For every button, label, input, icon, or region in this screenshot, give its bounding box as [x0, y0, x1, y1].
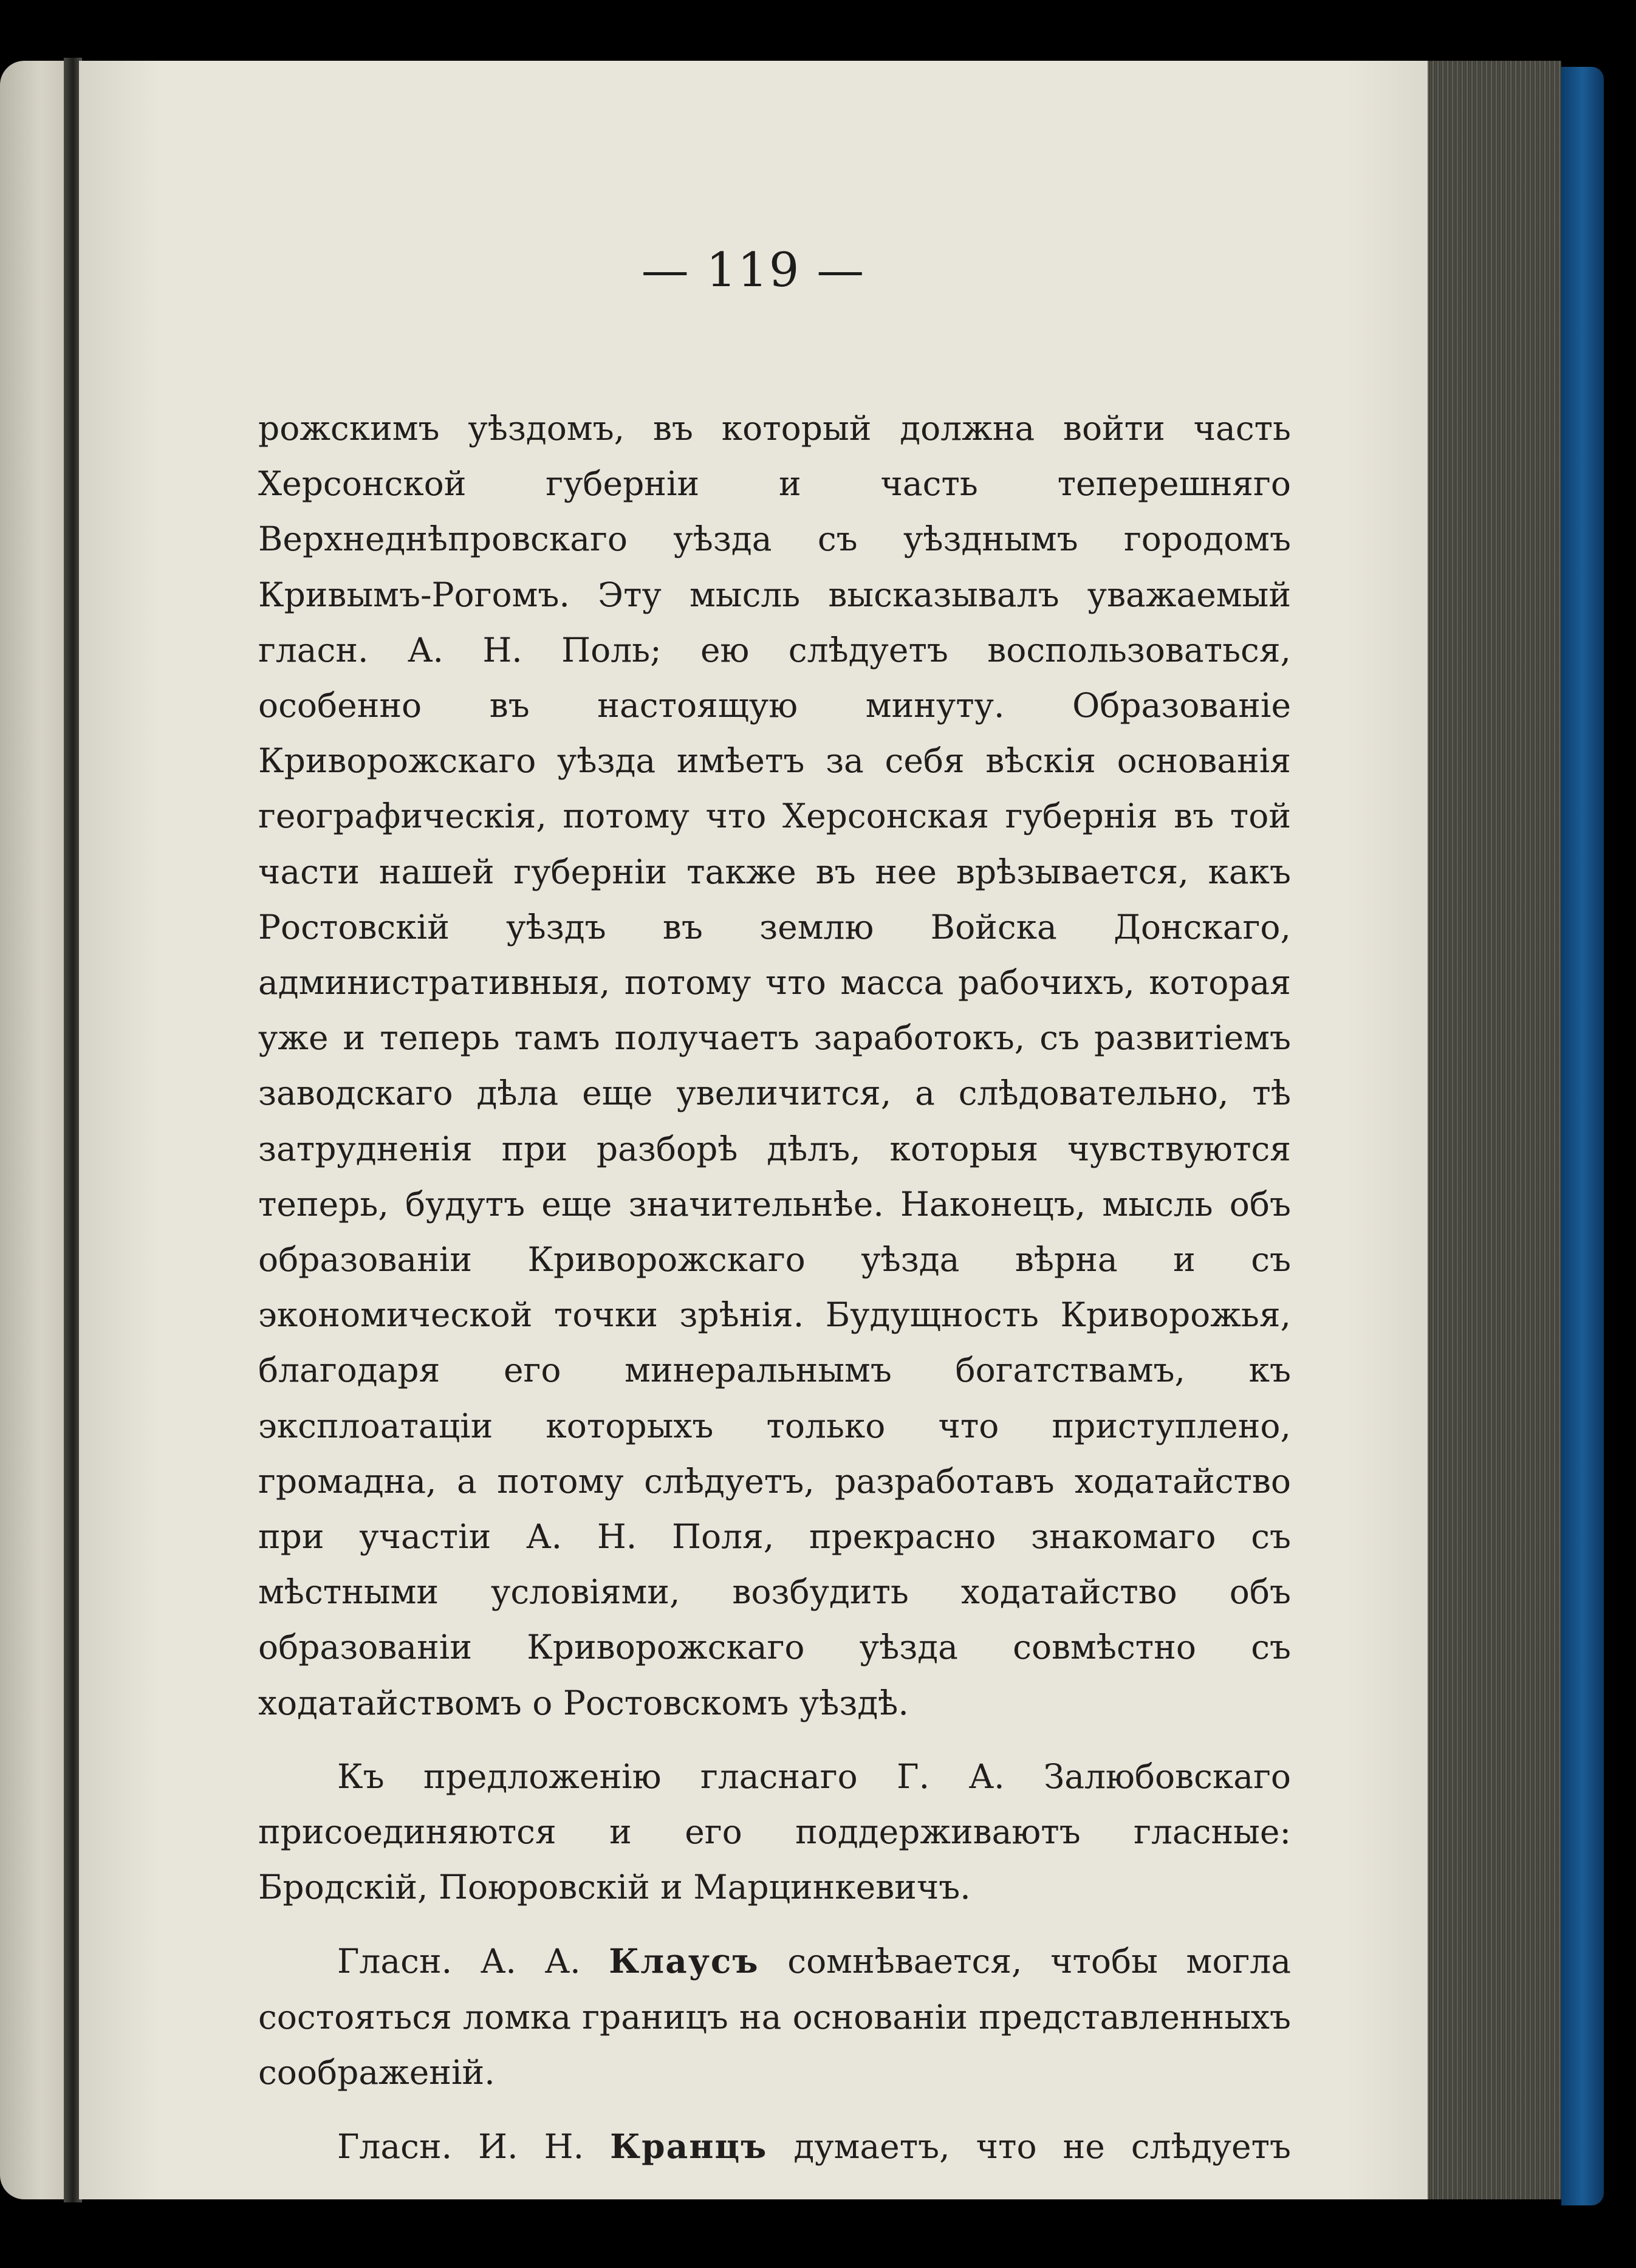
- book-cover-edge: [1561, 67, 1604, 2205]
- paragraph-4: [258, 2119, 1291, 2174]
- page-number: — 119 —: [641, 243, 866, 298]
- speaker-name: Клаусъ: [609, 1941, 759, 1981]
- paragraph-4-suffix: думаетъ, что не слѣдуетъ: [767, 2127, 1291, 2167]
- previous-page-edge: [0, 61, 68, 2199]
- paragraph-1: рожскимъ уѣздомъ, въ который должна войти часть Херсонской губерніи и часть теперешняго Верхнеднѣпровскаго уѣзда съ уѣзднымъ городомъ Кривымъ-Рогомъ. Эту мысль высказывалъ уважаемый гласн. А. Н. Поль; ею слѣдуетъ воспользоваться, особенно въ настоящую минуту. Образованіе Криворожскаго уѣзда имѣетъ за себя вѣскія основанія географическія, потому что Херсонская губернія въ той части нашей губерніи также въ нее врѣзывается, какъ Ростовскій уѣздъ въ землю Войска Донскаго, административныя, потому что масса рабочихъ, которая уже и теперь тамъ получаетъ заработокъ, съ развитіемъ заводскаго дѣла еще увеличится, а слѣдовательно, тѣ затрудненія при разборѣ дѣлъ, которыя чувствуются теперь, будутъ еще значительнѣе. Наконецъ, мысль объ образованіи Криворожскаго уѣзда вѣрна и съ экономической точки зрѣнія. Будущность Криворожья, благодаря его минеральнымъ богатствамъ, къ эксплоатаціи которыхъ только что приступлено, громадна, а потому слѣдуетъ, разработавъ ходатайство при участіи А. Н. Поля, прекрасно знакомаго съ мѣстными условіями, возбудить ходатайство объ образованіи Криворожскаго уѣзда совмѣстно съ ходатайствомъ о Ростовскомъ уѣздѣ.: [258, 409, 1291, 1722]
- speaker-name: Кранцъ: [610, 2126, 768, 2167]
- paragraph-3-suffix: сомнѣвается, чтобы могла состояться ломка границъ на основаніи представленныхъ соображеній.: [258, 1942, 1291, 2092]
- page-text: [258, 401, 1291, 2174]
- paragraph-2: Къ предложенію гласнаго Г. А. Залюбовскаго присоединяются и его поддерживаютъ гласные: Бродскій, Поюровскій и Марцинкевичъ.: [258, 1756, 1291, 1907]
- paragraph-3: [258, 1933, 1291, 2100]
- paragraph-4-prefix: Гласн. И. Н.: [337, 2127, 611, 2167]
- paragraph-3-prefix: Гласн. А. А.: [337, 1942, 609, 1981]
- page-edges: [1415, 61, 1561, 2199]
- book-page: [79, 61, 1428, 2199]
